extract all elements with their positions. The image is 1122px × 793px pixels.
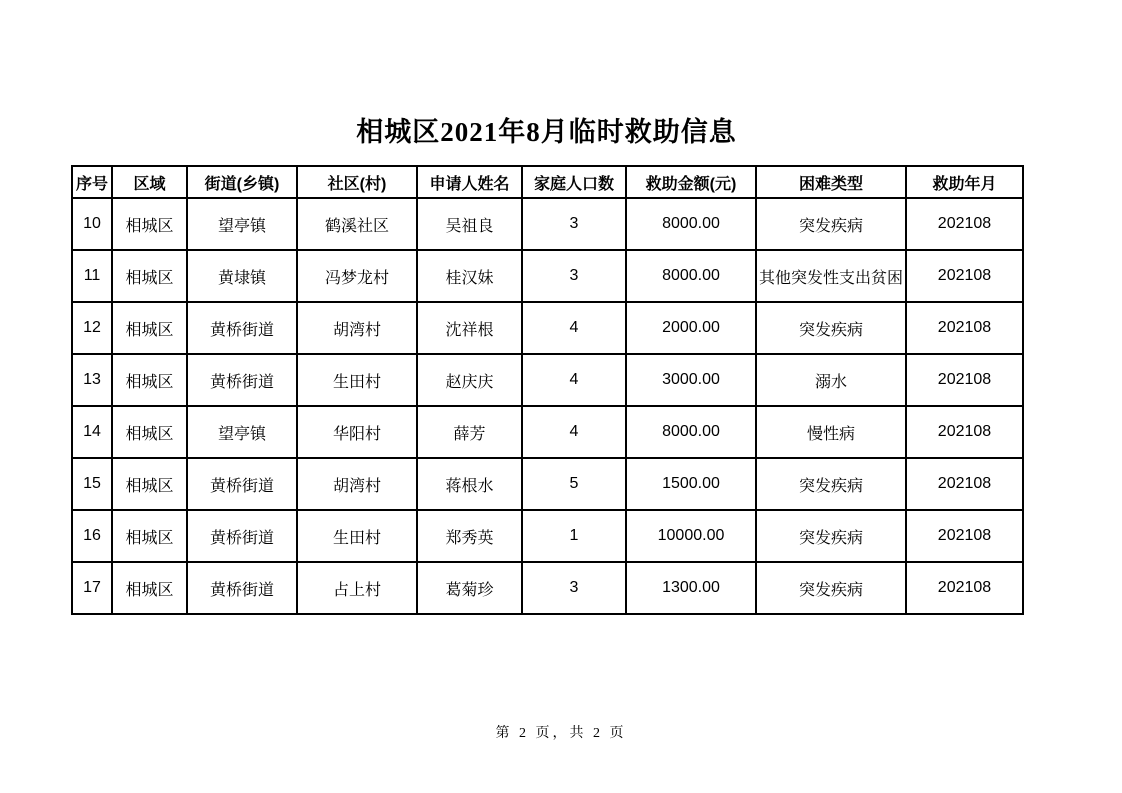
table-cell: 慢性病 bbox=[756, 406, 906, 458]
table-row bbox=[72, 510, 1023, 562]
table-cell: 突发疾病 bbox=[756, 510, 906, 562]
table-cell: 突发疾病 bbox=[756, 562, 906, 614]
table-cell: 其他突发性支出贫困 bbox=[756, 250, 906, 302]
table-row bbox=[72, 302, 1023, 354]
column-header: 困难类型 bbox=[756, 166, 906, 198]
table-cell: 沈祥根 bbox=[417, 302, 522, 354]
table-row bbox=[72, 354, 1023, 406]
table-cell: 相城区 bbox=[112, 198, 187, 250]
table-header-row bbox=[72, 166, 1023, 198]
table-cell: 相城区 bbox=[112, 562, 187, 614]
table-cell: 202108 bbox=[906, 354, 1023, 406]
table-cell: 10 bbox=[72, 198, 112, 250]
table-cell: 13 bbox=[72, 354, 112, 406]
table-cell: 202108 bbox=[906, 458, 1023, 510]
assistance-table bbox=[71, 165, 1024, 615]
table-cell: 桂汉妹 bbox=[417, 250, 522, 302]
table-row bbox=[72, 458, 1023, 510]
table-cell: 相城区 bbox=[112, 354, 187, 406]
table-cell: 突发疾病 bbox=[756, 198, 906, 250]
table-cell: 黄桥街道 bbox=[187, 458, 297, 510]
table-cell: 202108 bbox=[906, 510, 1023, 562]
column-header: 申请人姓名 bbox=[417, 166, 522, 198]
table-cell: 1 bbox=[522, 510, 626, 562]
table-cell: 胡湾村 bbox=[297, 458, 417, 510]
table-cell: 突发疾病 bbox=[756, 458, 906, 510]
table-cell: 202108 bbox=[906, 562, 1023, 614]
table-row bbox=[72, 406, 1023, 458]
table-cell: 14 bbox=[72, 406, 112, 458]
table-cell: 16 bbox=[72, 510, 112, 562]
table-cell: 15 bbox=[72, 458, 112, 510]
table-cell: 4 bbox=[522, 406, 626, 458]
table-row bbox=[72, 562, 1023, 614]
table-cell: 4 bbox=[522, 354, 626, 406]
column-header: 区域 bbox=[112, 166, 187, 198]
table-cell: 黄埭镇 bbox=[187, 250, 297, 302]
table-cell: 8000.00 bbox=[626, 406, 756, 458]
column-header: 序号 bbox=[72, 166, 112, 198]
column-header: 救助年月 bbox=[906, 166, 1023, 198]
table-cell: 4 bbox=[522, 302, 626, 354]
table-cell: 相城区 bbox=[112, 302, 187, 354]
table-cell: 蒋根水 bbox=[417, 458, 522, 510]
table-cell: 生田村 bbox=[297, 354, 417, 406]
column-header: 社区(村) bbox=[297, 166, 417, 198]
table-cell: 相城区 bbox=[112, 406, 187, 458]
table-cell: 黄桥街道 bbox=[187, 302, 297, 354]
table-cell: 薛芳 bbox=[417, 406, 522, 458]
table-cell: 相城区 bbox=[112, 250, 187, 302]
table-cell: 3000.00 bbox=[626, 354, 756, 406]
table-cell: 黄桥街道 bbox=[187, 354, 297, 406]
table-cell: 华阳村 bbox=[297, 406, 417, 458]
table-cell: 冯梦龙村 bbox=[297, 250, 417, 302]
table-cell: 5 bbox=[522, 458, 626, 510]
table-cell: 郑秀英 bbox=[417, 510, 522, 562]
table-cell: 相城区 bbox=[112, 510, 187, 562]
table-cell: 生田村 bbox=[297, 510, 417, 562]
table-cell: 202108 bbox=[906, 406, 1023, 458]
column-header: 家庭人口数 bbox=[522, 166, 626, 198]
table-cell: 11 bbox=[72, 250, 112, 302]
page-number: 第 2 页，共 2 页 bbox=[495, 726, 627, 741]
table-cell: 202108 bbox=[906, 302, 1023, 354]
table-row bbox=[72, 250, 1023, 302]
table-cell: 10000.00 bbox=[626, 510, 756, 562]
table-cell: 2000.00 bbox=[626, 302, 756, 354]
page-title: 相城区2021年8月临时救助信息 bbox=[356, 117, 737, 147]
table-cell: 202108 bbox=[906, 198, 1023, 250]
table-cell: 望亭镇 bbox=[187, 406, 297, 458]
table-cell: 黄桥街道 bbox=[187, 510, 297, 562]
table-cell: 鹤溪社区 bbox=[297, 198, 417, 250]
table-body bbox=[72, 198, 1023, 614]
table-cell: 1300.00 bbox=[626, 562, 756, 614]
table-cell: 8000.00 bbox=[626, 198, 756, 250]
table-cell: 占上村 bbox=[297, 562, 417, 614]
column-header: 街道(乡镇) bbox=[187, 166, 297, 198]
table-cell: 8000.00 bbox=[626, 250, 756, 302]
table-cell: 望亭镇 bbox=[187, 198, 297, 250]
table-cell: 1500.00 bbox=[626, 458, 756, 510]
table-cell: 溺水 bbox=[756, 354, 906, 406]
table-cell: 3 bbox=[522, 250, 626, 302]
table-cell: 葛菊珍 bbox=[417, 562, 522, 614]
table-cell: 3 bbox=[522, 562, 626, 614]
table-row bbox=[72, 198, 1023, 250]
table-cell: 3 bbox=[522, 198, 626, 250]
table-cell: 17 bbox=[72, 562, 112, 614]
table-cell: 突发疾病 bbox=[756, 302, 906, 354]
table-cell: 吴祖良 bbox=[417, 198, 522, 250]
column-header: 救助金额(元) bbox=[626, 166, 756, 198]
table-cell: 胡湾村 bbox=[297, 302, 417, 354]
table-cell: 黄桥街道 bbox=[187, 562, 297, 614]
table-cell: 相城区 bbox=[112, 458, 187, 510]
table-cell: 12 bbox=[72, 302, 112, 354]
table-cell: 202108 bbox=[906, 250, 1023, 302]
table-cell: 赵庆庆 bbox=[417, 354, 522, 406]
